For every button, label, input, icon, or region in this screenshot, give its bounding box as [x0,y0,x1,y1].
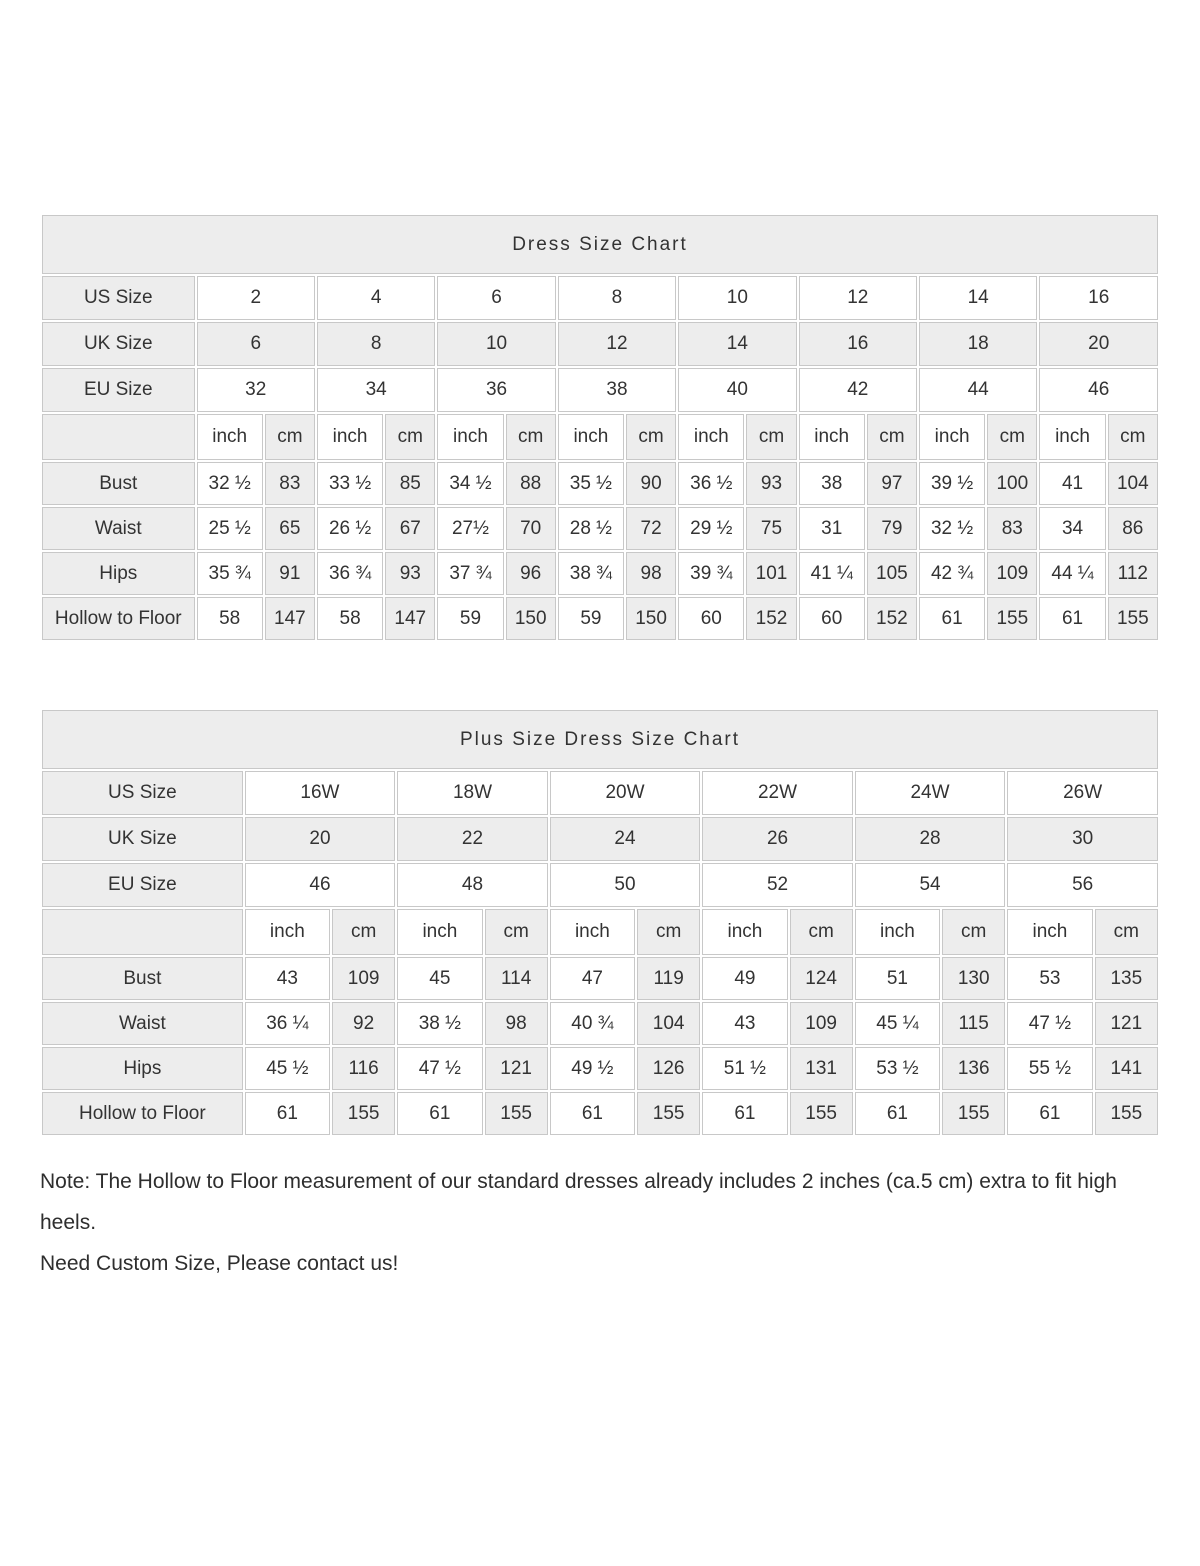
row-label-eu-size: EU Size [42,368,195,412]
size-value-cell: 20W [550,771,701,815]
measure-cell-inch: 34 [1039,507,1105,550]
measure-cell-inch: 39 ¾ [678,552,744,595]
title-row [42,215,1158,274]
unit-cell-cm: cm [637,909,700,955]
measure-cell-inch: 33 ½ [317,462,383,505]
measure-cell-inch: 43 [245,957,330,1000]
size-chart-sheet [40,0,1160,1284]
size-value-cell: 52 [702,863,853,907]
measure-cell-inch: 36 ½ [678,462,744,505]
measure-cell-inch: 41 ¼ [799,552,865,595]
measure-cell-inch: 40 ¾ [550,1002,635,1045]
unit-cell-inch: inch [558,414,624,460]
row-label-uk-size: UK Size [42,817,243,861]
size-value-cell: 10 [437,322,555,366]
size-value-cell: 48 [397,863,548,907]
unit-cell-inch: inch [1007,909,1092,955]
unit-cell-cm: cm [1108,414,1158,460]
size-value-cell: 36 [437,368,555,412]
measure-cell-cm: 155 [332,1092,395,1135]
measure-cell-inch: 37 ¾ [437,552,503,595]
plus-chart-table [40,708,1160,1137]
measure-cell-cm: 155 [1108,597,1158,640]
measure-cell-cm: 93 [385,552,435,595]
measure-cell-cm: 155 [942,1092,1005,1135]
measure-cell-cm: 135 [1095,957,1158,1000]
size-value-cell: 16W [245,771,396,815]
unit-cell-cm: cm [790,909,853,955]
measure-cell-inch: 41 [1039,462,1105,505]
size-value-cell: 22W [702,771,853,815]
measure-cell-cm: 100 [987,462,1037,505]
measure-cell-inch: 51 [855,957,940,1000]
size-row-eu-size [42,368,1158,412]
measure-cell-inch: 35 ¾ [197,552,263,595]
measure-cell-cm: 150 [626,597,676,640]
measure-cell-cm: 105 [867,552,917,595]
measure-cell-cm: 92 [332,1002,395,1045]
measure-cell-inch: 45 ¼ [855,1002,940,1045]
size-value-cell: 20 [245,817,396,861]
size-value-cell: 26 [702,817,853,861]
row-label-eu-size: EU Size [42,863,243,907]
measure-cell-inch: 45 ½ [245,1047,330,1090]
size-value-cell: 18W [397,771,548,815]
measure-cell-cm: 155 [987,597,1037,640]
row-label-hips: Hips [42,1047,243,1090]
row-label-uk-size: UK Size [42,322,195,366]
measure-cell-cm: 91 [265,552,315,595]
measure-cell-inch: 38 [799,462,865,505]
measure-cell-inch: 60 [799,597,865,640]
standard-chart-table [40,213,1160,642]
row-label-waist: Waist [42,507,195,550]
unit-cell-inch: inch [799,414,865,460]
measure-cell-inch: 61 [919,597,985,640]
measure-cell-cm: 101 [746,552,796,595]
measure-cell-cm: 90 [626,462,676,505]
size-value-cell: 24 [550,817,701,861]
measure-cell-cm: 121 [485,1047,548,1090]
unit-cell-inch: inch [317,414,383,460]
measure-row-hollow-to-floor [42,597,1158,640]
measure-cell-inch: 38 ¾ [558,552,624,595]
title-row [42,710,1158,769]
standard-chart-title: Dress Size Chart [42,215,1158,274]
size-value-cell: 54 [855,863,1006,907]
size-value-cell: 16 [1039,276,1158,320]
size-value-cell: 22 [397,817,548,861]
size-value-cell: 46 [1039,368,1158,412]
measure-cell-cm: 155 [1095,1092,1158,1135]
note-section [40,1161,1160,1284]
measure-cell-inch: 59 [437,597,503,640]
measure-cell-cm: 70 [506,507,556,550]
measure-cell-inch: 47 [550,957,635,1000]
measure-cell-inch: 61 [245,1092,330,1135]
unit-cell-cm: cm [332,909,395,955]
size-value-cell: 28 [855,817,1006,861]
measure-cell-cm: 98 [626,552,676,595]
unit-header-row [42,414,1158,460]
measure-cell-cm: 124 [790,957,853,1000]
unit-header-row [42,909,1158,955]
measure-cell-inch: 27½ [437,507,503,550]
size-value-cell: 26W [1007,771,1158,815]
measure-cell-inch: 43 [702,1002,787,1045]
measure-cell-inch: 42 ¾ [919,552,985,595]
row-label-bust: Bust [42,957,243,1000]
size-value-cell: 56 [1007,863,1158,907]
measure-cell-cm: 112 [1108,552,1158,595]
measure-cell-inch: 55 ½ [1007,1047,1092,1090]
size-row-us-size [42,276,1158,320]
size-value-cell: 42 [799,368,917,412]
measure-cell-cm: 85 [385,462,435,505]
measure-cell-inch: 61 [855,1092,940,1135]
measure-cell-cm: 141 [1095,1047,1158,1090]
measure-cell-cm: 83 [265,462,315,505]
size-value-cell: 32 [197,368,315,412]
unit-cell-inch: inch [1039,414,1105,460]
note-text: Note: The Hollow to Floor measurement of our standard dresses already includes 2 inches (ca.5 cm) extra to fit high heels. [40,1170,1117,1234]
row-label-bust: Bust [42,462,195,505]
plus-size-chart [40,708,1160,1137]
size-value-cell: 50 [550,863,701,907]
plus-chart-title: Plus Size Dress Size Chart [42,710,1158,769]
row-label-hollow-to-floor: Hollow to Floor [42,597,195,640]
measure-cell-inch: 61 [397,1092,482,1135]
measure-cell-cm: 155 [790,1092,853,1135]
unit-cell-inch: inch [702,909,787,955]
unit-cell-cm: cm [1095,909,1158,955]
measure-cell-inch: 34 ½ [437,462,503,505]
size-row-uk-size [42,322,1158,366]
unit-cell-cm: cm [987,414,1037,460]
unit-cell-cm: cm [265,414,315,460]
measure-cell-cm: 150 [506,597,556,640]
measure-cell-cm: 147 [385,597,435,640]
size-value-cell: 40 [678,368,796,412]
measure-cell-inch: 49 [702,957,787,1000]
size-value-cell: 30 [1007,817,1158,861]
measure-cell-cm: 72 [626,507,676,550]
measure-row-hips [42,1047,1158,1090]
measure-cell-cm: 109 [332,957,395,1000]
measure-cell-cm: 152 [867,597,917,640]
unit-cell-cm: cm [942,909,1005,955]
unit-cell-inch: inch [437,414,503,460]
measure-cell-inch: 44 ¼ [1039,552,1105,595]
measure-cell-cm: 115 [942,1002,1005,1045]
size-value-cell: 14 [678,322,796,366]
measure-cell-cm: 155 [485,1092,548,1135]
measure-cell-cm: 114 [485,957,548,1000]
measure-cell-inch: 60 [678,597,744,640]
size-value-cell: 8 [317,322,435,366]
measure-cell-inch: 29 ½ [678,507,744,550]
unit-cell-inch: inch [245,909,330,955]
unit-cell-inch: inch [855,909,940,955]
measure-row-bust [42,957,1158,1000]
row-label-us-size: US Size [42,771,243,815]
measure-cell-inch: 32 ½ [919,507,985,550]
measure-cell-inch: 25 ½ [197,507,263,550]
unit-cell-inch: inch [550,909,635,955]
unit-cell-cm: cm [867,414,917,460]
measure-cell-inch: 53 ½ [855,1047,940,1090]
size-value-cell: 8 [558,276,676,320]
measure-cell-cm: 88 [506,462,556,505]
size-value-cell: 20 [1039,322,1158,366]
measure-cell-inch: 45 [397,957,482,1000]
measure-cell-inch: 38 ½ [397,1002,482,1045]
measure-cell-inch: 32 ½ [197,462,263,505]
size-value-cell: 12 [799,276,917,320]
unit-cell-inch: inch [197,414,263,460]
size-value-cell: 12 [558,322,676,366]
measure-cell-inch: 49 ½ [550,1047,635,1090]
size-value-cell: 14 [919,276,1037,320]
measure-cell-cm: 119 [637,957,700,1000]
unit-cell-cm: cm [485,909,548,955]
size-value-cell: 38 [558,368,676,412]
row-label-us-size: US Size [42,276,195,320]
size-row-eu-size [42,863,1158,907]
measure-cell-cm: 67 [385,507,435,550]
measure-cell-cm: 97 [867,462,917,505]
measure-cell-inch: 28 ½ [558,507,624,550]
measure-cell-cm: 86 [1108,507,1158,550]
measure-cell-cm: 83 [987,507,1037,550]
measure-cell-inch: 35 ½ [558,462,624,505]
measure-cell-cm: 109 [987,552,1037,595]
measure-cell-inch: 61 [702,1092,787,1135]
measure-cell-cm: 136 [942,1047,1005,1090]
measure-row-hollow-to-floor [42,1092,1158,1135]
measure-cell-cm: 98 [485,1002,548,1045]
size-value-cell: 34 [317,368,435,412]
measure-cell-inch: 61 [1007,1092,1092,1135]
unit-cell-cm: cm [746,414,796,460]
note-contact-text: Need Custom Size, Please contact us! [40,1252,399,1275]
measure-cell-cm: 104 [637,1002,700,1045]
measure-cell-inch: 36 ¼ [245,1002,330,1045]
row-label-waist: Waist [42,1002,243,1045]
size-value-cell: 24W [855,771,1006,815]
measure-cell-inch: 47 ½ [1007,1002,1092,1045]
unit-cell-cm: cm [506,414,556,460]
measure-cell-cm: 152 [746,597,796,640]
row-label-hips: Hips [42,552,195,595]
measure-row-hips [42,552,1158,595]
measure-cell-cm: 121 [1095,1002,1158,1045]
size-row-us-size [42,771,1158,815]
measure-cell-cm: 131 [790,1047,853,1090]
measure-cell-inch: 31 [799,507,865,550]
size-value-cell: 6 [197,322,315,366]
unit-header-empty-cell [42,909,243,955]
measure-cell-cm: 93 [746,462,796,505]
measure-cell-cm: 104 [1108,462,1158,505]
measure-cell-cm: 75 [746,507,796,550]
measure-cell-inch: 51 ½ [702,1047,787,1090]
measure-cell-inch: 39 ½ [919,462,985,505]
measure-cell-inch: 61 [550,1092,635,1135]
measure-cell-cm: 130 [942,957,1005,1000]
measure-cell-inch: 59 [558,597,624,640]
measure-row-waist [42,1002,1158,1045]
unit-header-empty-cell [42,414,195,460]
measure-row-bust [42,462,1158,505]
unit-cell-inch: inch [919,414,985,460]
measure-cell-cm: 126 [637,1047,700,1090]
unit-cell-inch: inch [397,909,482,955]
measure-cell-cm: 155 [637,1092,700,1135]
size-value-cell: 6 [437,276,555,320]
measure-cell-cm: 65 [265,507,315,550]
measure-cell-inch: 58 [197,597,263,640]
measure-cell-cm: 96 [506,552,556,595]
measure-cell-inch: 36 ¾ [317,552,383,595]
unit-cell-cm: cm [385,414,435,460]
measure-cell-cm: 79 [867,507,917,550]
measure-cell-inch: 47 ½ [397,1047,482,1090]
size-value-cell: 16 [799,322,917,366]
measure-row-waist [42,507,1158,550]
unit-cell-inch: inch [678,414,744,460]
size-value-cell: 46 [245,863,396,907]
size-value-cell: 44 [919,368,1037,412]
measure-cell-cm: 147 [265,597,315,640]
measure-cell-cm: 109 [790,1002,853,1045]
measure-cell-cm: 116 [332,1047,395,1090]
row-label-hollow-to-floor: Hollow to Floor [42,1092,243,1135]
measure-cell-inch: 26 ½ [317,507,383,550]
unit-cell-cm: cm [626,414,676,460]
size-value-cell: 10 [678,276,796,320]
measure-cell-inch: 61 [1039,597,1105,640]
measure-cell-inch: 58 [317,597,383,640]
size-value-cell: 4 [317,276,435,320]
measure-cell-inch: 53 [1007,957,1092,1000]
size-value-cell: 18 [919,322,1037,366]
standard-size-chart [40,213,1160,642]
size-row-uk-size [42,817,1158,861]
size-value-cell: 2 [197,276,315,320]
